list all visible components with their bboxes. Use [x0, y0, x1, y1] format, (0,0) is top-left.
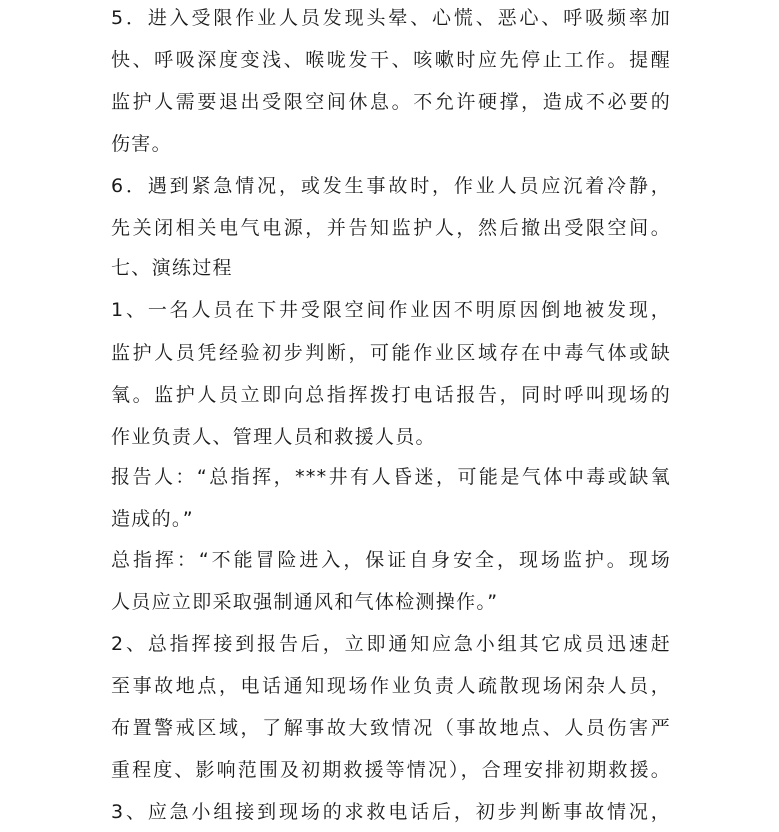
text-line: 至事故地点，电话通知现场作业负责人疏散现场闲杂人员， [111, 675, 671, 697]
text-line: 监护人员凭经验初步判断，可能作业区域存在中毒气体或缺 [111, 342, 671, 364]
text-line: 总指挥：“不能冒险进入，保证自身安全，现场监护。现场 [111, 549, 671, 571]
text-line: 2、总指挥接到报告后，立即通知应急小组其它成员迅速赶 [111, 633, 671, 655]
text-line: 人员应立即采取强制通风和气体检测操作。” [111, 591, 499, 613]
section-heading: 七、演练过程 [111, 257, 233, 279]
text-line: 监护人需要退出受限空间休息。不允许硬撑，造成不必要的 [111, 91, 671, 113]
text-line: 3、应急小组接到现场的求救电话后，初步判断事故情况， [111, 801, 671, 823]
text-line: 布置警戒区域，了解事故大致情况（事故地点、人员伤害严 [111, 717, 671, 739]
text-line: 氧。监护人员立即向总指挥拨打电话报告，同时呼叫现场的 [111, 384, 671, 406]
text-line: 造成的。” [111, 508, 194, 530]
text-line: 伤害。 [111, 133, 172, 155]
text-line: 快、呼吸深度变浅、喉咙发干、咳嗽时应先停止工作。提醒 [111, 49, 671, 71]
text-line: 1、一名人员在下井受限空间作业因不明原因倒地被发现， [111, 299, 671, 321]
text-line: 报告人：“总指挥，***井有人昏迷，可能是气体中毒或缺氧 [111, 466, 671, 488]
text-line: 5．进入受限作业人员发现头晕、心慌、恶心、呼吸频率加 [111, 7, 671, 29]
text-line: 作业负责人、管理人员和救援人员。 [111, 426, 436, 448]
text-line: 先关闭相关电气电源，并告知监护人，然后撤出受限空间。 [111, 217, 671, 239]
text-line: 重程度、影响范围及初期救援等情况），合理安排初期救援。 [111, 759, 671, 781]
text-line: 6．遇到紧急情况，或发生事故时，作业人员应沉着冷静， [111, 175, 671, 197]
